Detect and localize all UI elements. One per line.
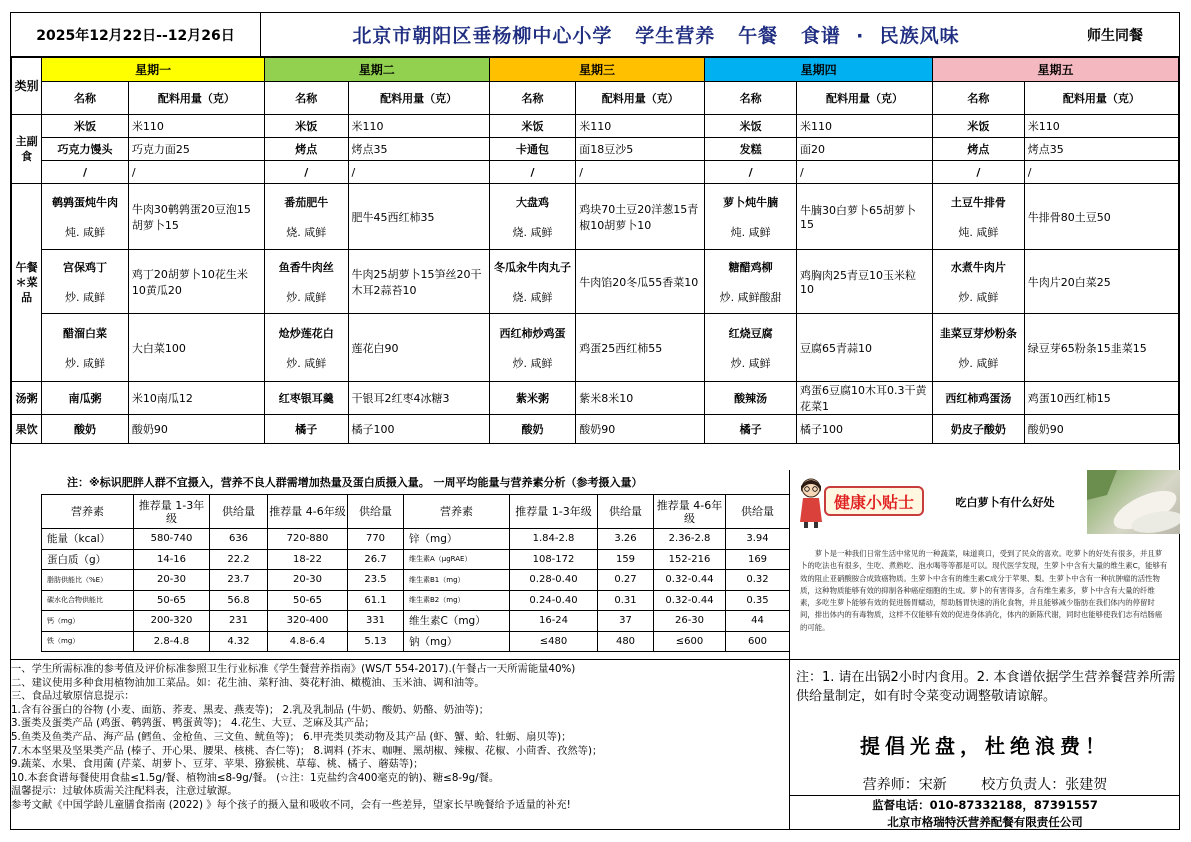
health-tips-badge-text: 健康小贴士 bbox=[824, 486, 924, 516]
nutrient-value: 56.8 bbox=[210, 590, 268, 611]
nutrient-value: 26.7 bbox=[348, 549, 404, 570]
dish-row bbox=[12, 184, 1179, 250]
cooking-method: 炖. 咸鲜 bbox=[65, 225, 106, 239]
nutrition-header: 推荐量 4-6年级 bbox=[268, 495, 348, 529]
col-name-header: 名称 bbox=[42, 82, 129, 115]
health-tips-badge bbox=[794, 474, 926, 530]
dish-ingredients: / bbox=[1024, 161, 1178, 184]
nutrient-value: 0.32 bbox=[726, 570, 790, 591]
nutrition-header: 供给量 bbox=[598, 495, 654, 529]
nutrition-row bbox=[42, 570, 790, 591]
nutrient-value: 480 bbox=[598, 631, 654, 652]
note-line: 5.鱼类及鱼类产品、海产品 (鳕鱼、金枪鱼、三文鱼、鱿鱼等)； 6.甲壳类贝类动物及其产品 (虾、蟹、蛤、牡蛎、扇贝等)； bbox=[11, 730, 572, 743]
staff-line: 营养师：宋新 校方负责人：张建贺 bbox=[862, 777, 1108, 793]
nutrient-value: 61.1 bbox=[348, 590, 404, 611]
nutrient-value: 4.32 bbox=[210, 631, 268, 652]
dish-name: 冬瓜汆牛肉丸子 bbox=[493, 260, 571, 274]
nutrient-value: 3.26 bbox=[598, 529, 654, 550]
weekly-menu-table bbox=[11, 57, 1179, 444]
note-line: 1.含有谷蛋白的谷物 (小麦、面筋、荞麦、黑麦、燕麦等)； 2.乳及乳制品 (牛奶、酸奶、奶酪、奶油等)； bbox=[11, 703, 490, 716]
dish-ingredients: 肥牛45西红柿35 bbox=[348, 184, 489, 250]
dish-ingredients: 橘子100 bbox=[796, 415, 932, 444]
dish-name: / bbox=[705, 161, 797, 184]
nutrient-value: ≤600 bbox=[654, 631, 726, 652]
dish-cell bbox=[705, 184, 797, 250]
dish-name: 巧克力馒头 bbox=[42, 138, 129, 161]
cooking-method: 烧. 咸鲜 bbox=[512, 225, 553, 239]
nutrition-header-row bbox=[42, 495, 790, 529]
category-dishes: 午餐＊菜品 bbox=[12, 184, 42, 382]
dish-ingredients: 米110 bbox=[128, 115, 264, 138]
dish-name: / bbox=[489, 161, 576, 184]
nutrient-value: 580-740 bbox=[134, 529, 210, 550]
dish-cell bbox=[264, 314, 348, 382]
nutrient-value: 5.13 bbox=[348, 631, 404, 652]
note-line: 三、食品过敏原信息提示： bbox=[11, 690, 135, 703]
dish-cell bbox=[42, 314, 129, 382]
dish-ingredients: / bbox=[796, 161, 932, 184]
cooking-method: 炒. 咸鲜 bbox=[512, 356, 553, 370]
nutrient-label: 蛋白质（g） bbox=[42, 549, 134, 570]
nutrient-value: 0.28-0.40 bbox=[510, 570, 598, 591]
cooking-method: 炒. 咸鲜 bbox=[730, 356, 771, 370]
dish-cell bbox=[489, 314, 576, 382]
dish-name: 米饭 bbox=[42, 115, 129, 138]
nutrient-value: 770 bbox=[348, 529, 404, 550]
dish-name: 西红柿鸡蛋汤 bbox=[933, 382, 1025, 415]
dish-ingredients: 牛肉片20白菜25 bbox=[1024, 250, 1178, 314]
dish-name: / bbox=[933, 161, 1025, 184]
nutrition-header: 推荐量 1-3年级 bbox=[134, 495, 210, 529]
nutrition-header: 供给量 bbox=[348, 495, 404, 529]
dish-name: 卡通包 bbox=[489, 138, 576, 161]
nutrient-value: 2.8-4.8 bbox=[134, 631, 210, 652]
dish-ingredients: / bbox=[576, 161, 705, 184]
nutrient-value: 159 bbox=[598, 549, 654, 570]
dish-cell bbox=[42, 250, 129, 314]
nutrition-row bbox=[42, 631, 790, 652]
nutrient-value: 331 bbox=[348, 611, 404, 632]
date-range: 2025年12月22日--12月26日 bbox=[11, 13, 261, 56]
supervision-hotline: 监督电话：010-87332188，87391557 bbox=[872, 798, 1098, 812]
nutrient-label: 钙（mg） bbox=[42, 611, 134, 632]
nutrient-value: 200-320 bbox=[134, 611, 210, 632]
nutrient-value: 0.32-0.44 bbox=[654, 570, 726, 591]
nutrient-value: 22.2 bbox=[210, 549, 268, 570]
dish-name: 红枣银耳羹 bbox=[264, 382, 348, 415]
dish-name: 米饭 bbox=[489, 115, 576, 138]
nutrient-label: 锌（mg） bbox=[404, 529, 510, 550]
dish-ingredients: 鸡蛋25西红柿55 bbox=[576, 314, 705, 382]
day-header-1: 星期一 bbox=[42, 58, 265, 82]
nutrient-value: 23.7 bbox=[210, 570, 268, 591]
nutrient-value: 0.27 bbox=[598, 570, 654, 591]
dish-ingredients: 面20 bbox=[796, 138, 932, 161]
day-header-3: 星期三 bbox=[489, 58, 705, 82]
dish-cell bbox=[705, 314, 797, 382]
dish-ingredients: 酸奶90 bbox=[128, 415, 264, 444]
nutrient-value: 50-65 bbox=[268, 590, 348, 611]
dish-ingredients: 酸奶90 bbox=[1024, 415, 1178, 444]
nutrient-value: 152-216 bbox=[654, 549, 726, 570]
nutrition-row bbox=[42, 611, 790, 632]
dish-name: 米饭 bbox=[264, 115, 348, 138]
day-header-2: 星期二 bbox=[264, 58, 489, 82]
nutrition-header: 供给量 bbox=[210, 495, 268, 529]
nutrient-value: 1.84-2.8 bbox=[510, 529, 598, 550]
note-line: 3.蛋类及蛋类产品 (鸡蛋、鹌鹑蛋、鸭蛋黄等)； 4.花生、大豆、芝麻及其产品； bbox=[11, 717, 375, 730]
dish-ingredients: 巧克力面25 bbox=[128, 138, 264, 161]
cooking-method: 炒. 咸鲜 bbox=[65, 290, 106, 304]
dish-name: 萝卜炖牛腩 bbox=[723, 195, 779, 209]
nutrient-label: 碳水化合物供能比 bbox=[42, 590, 134, 611]
day-header-row bbox=[12, 58, 1179, 82]
day-header-4: 星期四 bbox=[705, 58, 933, 82]
dish-name: 烤点 bbox=[264, 138, 348, 161]
nutrition-row bbox=[42, 549, 790, 570]
dish-ingredients: 面18豆沙5 bbox=[576, 138, 705, 161]
supervision-footer bbox=[790, 795, 1180, 831]
dish-name: 西红柿炒鸡蛋 bbox=[499, 326, 566, 340]
cooking-method: 炒. 咸鲜酸甜 bbox=[719, 290, 782, 304]
nutrient-label: 维生素C（mg） bbox=[404, 611, 510, 632]
nutrient-label: 铁（mg） bbox=[42, 631, 134, 652]
cooking-method: 炒. 咸鲜 bbox=[286, 290, 327, 304]
health-tips-title: 吃白萝卜有什么好处 bbox=[955, 496, 1055, 509]
dish-cell bbox=[264, 184, 348, 250]
dish-cell bbox=[489, 184, 576, 250]
dish-ingredients: 牛腩30白萝卜65胡萝卜15 bbox=[796, 184, 932, 250]
nutrition-row bbox=[42, 590, 790, 611]
dish-name: 烤点 bbox=[933, 138, 1025, 161]
dish-row bbox=[12, 314, 1179, 382]
category-header: 类别 bbox=[12, 58, 42, 115]
dish-ingredients: 鸡块70土豆20洋葱15青椒10胡萝卜10 bbox=[576, 184, 705, 250]
dish-ingredients: / bbox=[348, 161, 489, 184]
col-ingredients-header: 配料用量（克） bbox=[1024, 82, 1178, 115]
nutrition-header: 营养素 bbox=[42, 495, 134, 529]
category-staple: 主副食 bbox=[12, 115, 42, 184]
cooking-method: 炖. 咸鲜 bbox=[730, 225, 771, 239]
page-title: 北京市朝阳区垂杨柳中心小学 学生营养 午餐 食谱 · 民族风味 bbox=[352, 25, 960, 47]
dish-name: 炝炒莲花白 bbox=[278, 326, 334, 340]
dish-ingredients: 豆腐65青蒜10 bbox=[796, 314, 932, 382]
note-line: 参考文献《中国学龄儿童膳食指南 (2022) 》每个孩子的摄入量和吸收不同，会有一些差异，望家长早晚餐给予适量的补充! bbox=[11, 798, 571, 811]
girl-illustration-icon bbox=[796, 476, 826, 528]
dish-name: 番茄肥牛 bbox=[284, 195, 329, 209]
dish-ingredients: 紫米8米10 bbox=[576, 382, 705, 415]
note-line: 二、建议使用多种食用植物油加工菜品。如：花生油、菜籽油、葵花籽油、橄榄油、玉米油、调和油等。 bbox=[11, 676, 485, 689]
dish-ingredients: 鸡胸肉25青豆10玉米粒10 bbox=[796, 250, 932, 314]
dish-name: 鹌鹑蛋炖牛肉 bbox=[52, 195, 119, 209]
dish-name: / bbox=[42, 161, 129, 184]
dish-name: 红烧豆腐 bbox=[728, 326, 773, 340]
dish-ingredients: 大白菜100 bbox=[128, 314, 264, 382]
dish-name: 酸奶 bbox=[42, 415, 129, 444]
nutrient-value: 2.36-2.8 bbox=[654, 529, 726, 550]
nutrition-row bbox=[42, 529, 790, 550]
dish-ingredients: 牛肉馅20冬瓜55香菜10 bbox=[576, 250, 705, 314]
nutrition-header: 供给量 bbox=[726, 495, 790, 529]
dish-name: 宫保鸡丁 bbox=[63, 260, 108, 274]
company-name: 北京市格瑞特沃营养配餐有限责任公司 bbox=[887, 815, 1083, 829]
nutrient-value: 20-30 bbox=[268, 570, 348, 591]
cooking-method: 炒. 咸鲜 bbox=[286, 356, 327, 370]
dish-name: 南瓜粥 bbox=[42, 382, 129, 415]
dish-ingredients: 牛肉25胡萝卜15笋丝20干木耳2蒜苔10 bbox=[348, 250, 489, 314]
right-notes bbox=[789, 659, 1179, 830]
nutrient-value: 44 bbox=[726, 611, 790, 632]
cooking-method: 炒. 咸鲜 bbox=[958, 356, 999, 370]
dish-ingredients: 橘子100 bbox=[348, 415, 489, 444]
nutrient-value: 320-400 bbox=[268, 611, 348, 632]
health-tips-header bbox=[789, 470, 1179, 534]
dish-name: 紫米粥 bbox=[489, 382, 576, 415]
col-ingredients-header: 配料用量（克） bbox=[348, 82, 489, 115]
col-name-header: 名称 bbox=[933, 82, 1025, 115]
nutrient-value: 600 bbox=[726, 631, 790, 652]
nutrient-value: 0.35 bbox=[726, 590, 790, 611]
dish-cell bbox=[933, 184, 1025, 250]
dish-cell bbox=[264, 250, 348, 314]
dish-ingredients: 鸡丁20胡萝卜10花生米10黄瓜20 bbox=[128, 250, 264, 314]
category-fruit: 果饮 bbox=[12, 415, 42, 444]
nutrition-header: 营养素 bbox=[404, 495, 510, 529]
nutrient-value: 108-172 bbox=[510, 549, 598, 570]
nutrient-value: 37 bbox=[598, 611, 654, 632]
col-ingredients-header: 配料用量（克） bbox=[796, 82, 932, 115]
staple-row bbox=[12, 138, 1179, 161]
note-line: 10.本套食谱每餐使用食盐≤1.5g/餐、植物油≤8-9g/餐。 (☆注：1克盐约含400毫克的钠)、糖≤8-9g/餐。 bbox=[11, 771, 500, 784]
dish-name: 米饭 bbox=[705, 115, 797, 138]
col-ingredients-header: 配料用量（克） bbox=[576, 82, 705, 115]
note-line: 9.蔬菜、水果、食用菌 (芹菜、胡萝卜、豆芽、苹果、猕猴桃、草莓、桃、橘子、蘑菇等)； bbox=[11, 758, 424, 771]
dish-name: 土豆牛排骨 bbox=[950, 195, 1006, 209]
column-header-row bbox=[12, 82, 1179, 115]
dish-ingredients: 米110 bbox=[576, 115, 705, 138]
dish-ingredients: 牛排骨80土豆50 bbox=[1024, 184, 1178, 250]
nutrient-value: 4.8-6.4 bbox=[268, 631, 348, 652]
nutrition-header: 推荐量 4-6年级 bbox=[654, 495, 726, 529]
dish-ingredients: 莲花白90 bbox=[348, 314, 489, 382]
nutrient-value: 20-30 bbox=[134, 570, 210, 591]
nutrient-value: 0.32-0.44 bbox=[654, 590, 726, 611]
col-name-header: 名称 bbox=[264, 82, 348, 115]
dish-ingredients: 绿豆芽65粉条15韭菜15 bbox=[1024, 314, 1178, 382]
note-line: 一、学生所需标准的参考值及评价标准参照卫生行业标准《学生餐营养指南》(WS/T 554-2017).(午餐占一天所需能量40%) bbox=[11, 663, 576, 675]
dish-name: 酸奶 bbox=[489, 415, 576, 444]
nutrient-value: 50-65 bbox=[134, 590, 210, 611]
dish-name: 水煮牛肉片 bbox=[950, 260, 1006, 274]
header bbox=[11, 13, 1179, 57]
nutrient-value: ≤480 bbox=[510, 631, 598, 652]
nutrient-label: 维生素B1（mg） bbox=[404, 570, 510, 591]
nutrition-note: 注：※标识肥胖人群不宜摄入，营养不良人群需增加热量及蛋白质摄入量。 一周平均能量与营养素分析（参考摄入量） bbox=[67, 476, 643, 489]
staple-row bbox=[12, 161, 1179, 184]
dish-cell bbox=[933, 250, 1025, 314]
dish-row bbox=[12, 250, 1179, 314]
dish-ingredients: 米110 bbox=[348, 115, 489, 138]
dish-name: 橘子 bbox=[705, 415, 797, 444]
dish-name: 醋溜白菜 bbox=[63, 326, 108, 340]
dish-name: 发糕 bbox=[705, 138, 797, 161]
nutrient-label: 能量（kcal） bbox=[42, 529, 134, 550]
nutrient-value: 23.5 bbox=[348, 570, 404, 591]
shared-meal-label: 师生同餐 bbox=[1087, 27, 1143, 44]
clean-plate-slogan: 提倡光盘，杜绝浪费！ bbox=[860, 734, 1110, 758]
dish-cell bbox=[489, 250, 576, 314]
nutrient-value: 169 bbox=[726, 549, 790, 570]
health-tips-body: 萝卜是一种我们日常生活中常见的一种蔬菜，味道爽口，受到了民众的喜欢。吃萝卜的好处有很多，并且萝卜的吃法也有很多，生吃、煮熟吃、泡水喝等等都是可以。现代医学发现，生萝卜中含有大量的维生素C，能够有效的阻止亚硝酸胺合成致癌物质。生萝卜中含有的维生素C成分于苹果、梨。生萝卜中含有一种抗肿瘤的活性物质，这种物质能够有效的抑制各种癌症细胞的生成。萝卜的有害得多，含有维生素多，萝卜中含有大量的纤维素，多吃生萝卜能够有效的促进肠胃蠕动，帮助肠胃快速的消化食物，并且能够减少脂肪在我们体内的停留时间，排出体内的有毒物质，这样不仅能够有效的促进身体消化，体内的新陈代谢，同时也能够使我们志有结肠癌的可能。 bbox=[789, 534, 1179, 659]
dish-name: 橘子 bbox=[264, 415, 348, 444]
dish-ingredients: 牛肉30鹌鹑蛋20豆泡15胡萝卜15 bbox=[128, 184, 264, 250]
cooking-method: 炒. 咸鲜 bbox=[958, 290, 999, 304]
serving-note: 注：1. 请在出锅2小时内食用。2. 本食谱依据学生营养餐营养所需供给量制定，如有时令菜变动调整敬请谅解。 bbox=[796, 670, 1176, 704]
cooking-method: 炒. 咸鲜 bbox=[65, 356, 106, 370]
nutrient-value: 0.31 bbox=[598, 590, 654, 611]
nutrition-header: 推荐量 1-3年级 bbox=[510, 495, 598, 529]
dish-ingredients: 米110 bbox=[796, 115, 932, 138]
menu-page bbox=[10, 12, 1180, 830]
nutrient-value: 720-880 bbox=[268, 529, 348, 550]
note-line: 7.木本坚果及坚果类产品 (榛子、开心果、腰果、核桃、杏仁等)； 8.调料 (芥末、咖喱、黑胡椒、辣椒、花椒、小茴香、孜然等)； bbox=[11, 744, 603, 757]
col-name-header: 名称 bbox=[705, 82, 797, 115]
nutrient-value: 18-22 bbox=[268, 549, 348, 570]
nutrient-value: 16-24 bbox=[510, 611, 598, 632]
cooking-method: 烧. 咸鲜 bbox=[286, 225, 327, 239]
dish-ingredients: 鸡蛋10西红柿15 bbox=[1024, 382, 1178, 415]
dish-ingredients: 米10南瓜12 bbox=[128, 382, 264, 415]
dish-ingredients: 酸奶90 bbox=[576, 415, 705, 444]
dish-name: 韭菜豆芽炒粉条 bbox=[939, 326, 1017, 340]
dish-name: 米饭 bbox=[933, 115, 1025, 138]
dish-ingredients: 烤点35 bbox=[348, 138, 489, 161]
nutrient-label: 维生素B2（mg） bbox=[404, 590, 510, 611]
dish-ingredients: 鸡蛋6豆腐10木耳0.3干黄花菜1 bbox=[796, 382, 932, 415]
nutrient-value: 3.94 bbox=[726, 529, 790, 550]
day-header-5: 星期五 bbox=[933, 58, 1179, 82]
soup-row bbox=[12, 382, 1179, 415]
dish-name: / bbox=[264, 161, 348, 184]
col-name-header: 名称 bbox=[489, 82, 576, 115]
staple-row bbox=[12, 115, 1179, 138]
dish-cell bbox=[705, 250, 797, 314]
dish-name: 糖醋鸡柳 bbox=[728, 260, 773, 274]
nutrition-table bbox=[41, 494, 790, 652]
nutrient-value: 26-30 bbox=[654, 611, 726, 632]
nutrient-value: 231 bbox=[210, 611, 268, 632]
dish-ingredients: 干银耳2红枣4冰糖3 bbox=[348, 382, 489, 415]
dish-ingredients: 烤点35 bbox=[1024, 138, 1178, 161]
nutrient-label: 维生素A（μgRAE） bbox=[404, 549, 510, 570]
col-ingredients-header: 配料用量（克） bbox=[128, 82, 264, 115]
dish-ingredients: 米110 bbox=[1024, 115, 1178, 138]
cooking-method: 烧. 咸鲜 bbox=[512, 290, 553, 304]
cooking-method: 炖. 咸鲜 bbox=[958, 225, 999, 239]
allergen-notes bbox=[11, 659, 789, 830]
radish-photo bbox=[1087, 470, 1180, 534]
nutrient-label: 脂肪供能比（%E） bbox=[42, 570, 134, 591]
dish-name: 鱼香牛肉丝 bbox=[278, 260, 334, 274]
radish-icon bbox=[1087, 470, 1180, 534]
note-line: 温馨提示：过敏体质需关注配料表，注意过敏源。 bbox=[11, 785, 238, 798]
dish-cell bbox=[42, 184, 129, 250]
dish-ingredients: / bbox=[128, 161, 264, 184]
category-soup: 汤粥 bbox=[12, 382, 42, 415]
fruit-row bbox=[12, 415, 1179, 444]
dish-name: 酸辣汤 bbox=[705, 382, 797, 415]
dish-name: 大盘鸡 bbox=[515, 195, 549, 209]
nutrient-value: 0.24-0.40 bbox=[510, 590, 598, 611]
nutrient-value: 636 bbox=[210, 529, 268, 550]
dish-cell bbox=[933, 314, 1025, 382]
nutrient-value: 14-16 bbox=[134, 549, 210, 570]
dish-name: 奶皮子酸奶 bbox=[933, 415, 1025, 444]
nutrient-label: 钠（mg） bbox=[404, 631, 510, 652]
